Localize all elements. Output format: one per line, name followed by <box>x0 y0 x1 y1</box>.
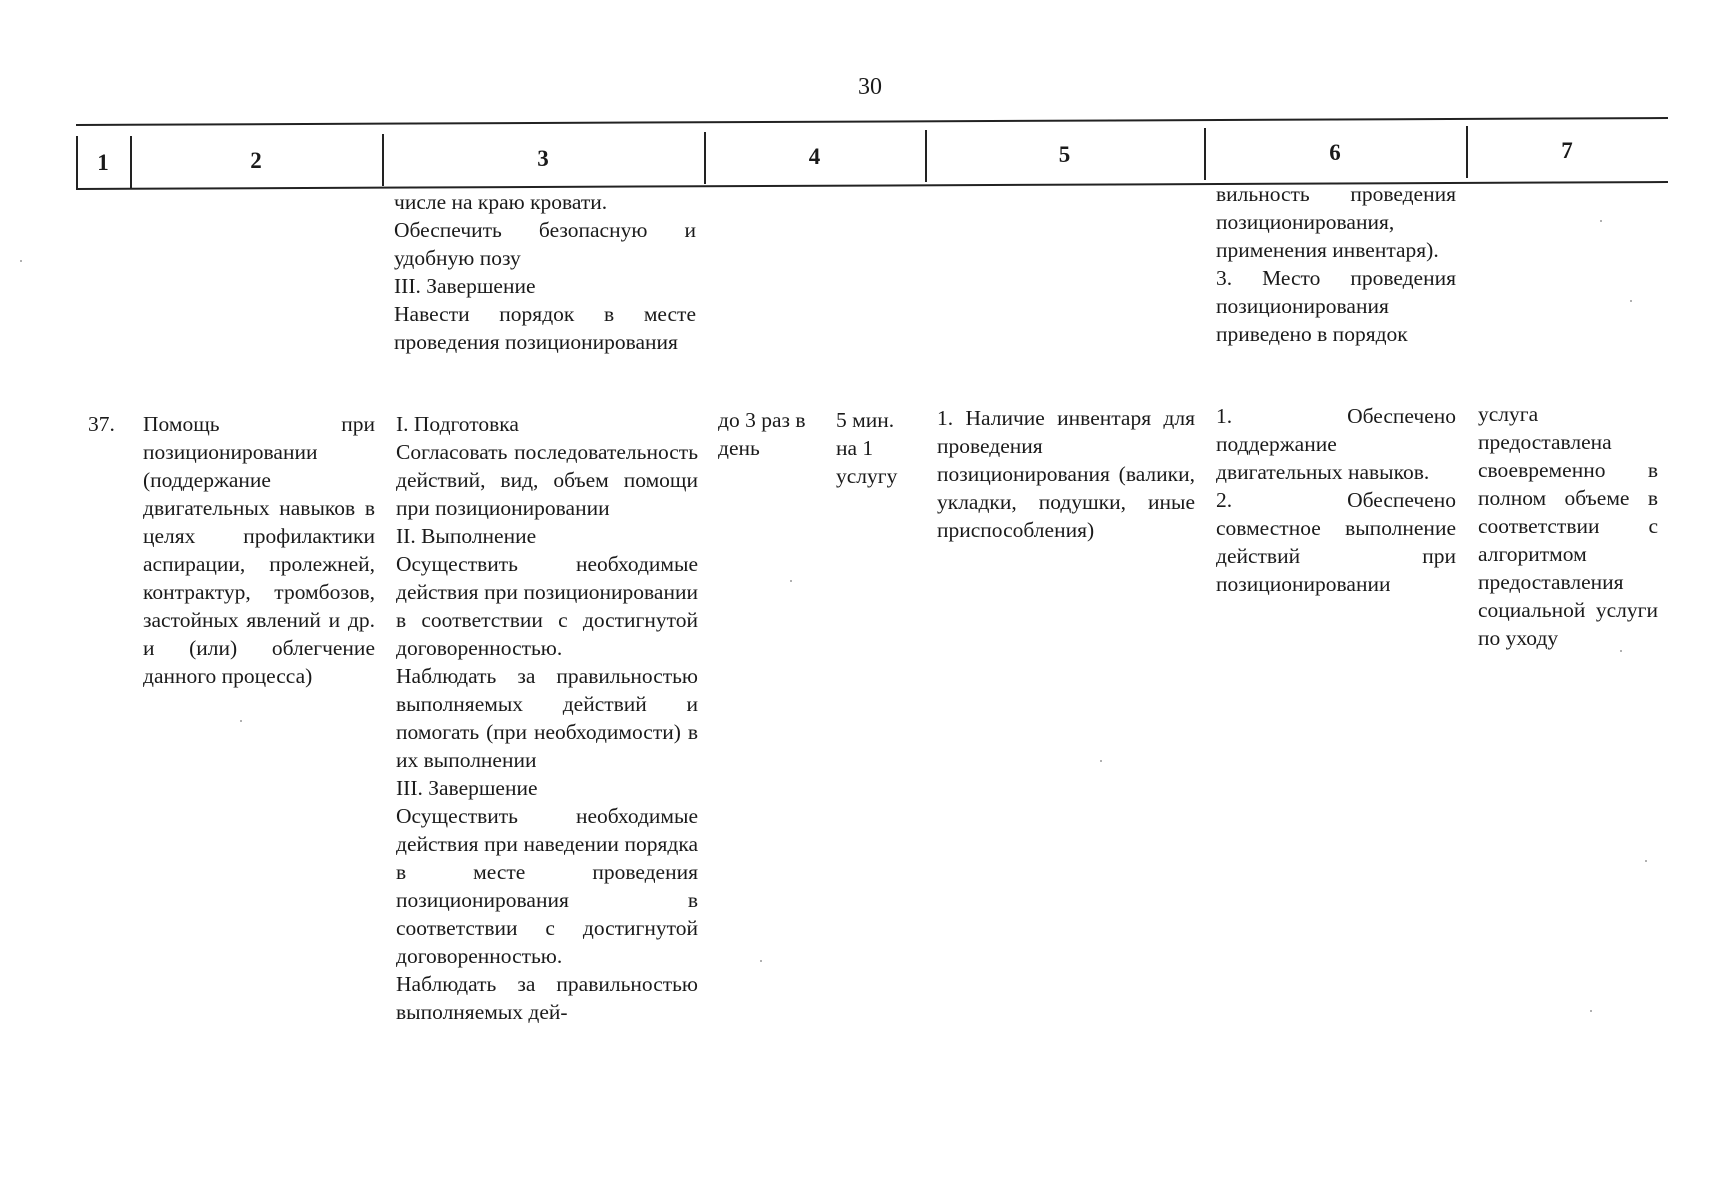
service-evaluation: услуга предоставлена своевременно в полном объеме в соответствии с алгоритмом предоставления социальной услуги по уходу <box>1478 402 1658 650</box>
column-header-5: 5 <box>1058 142 1071 167</box>
service-results: 1. Обеспечено поддержание двигательных навыков. 2. Обеспечено совместное выполнение действий при позиционировании <box>1216 404 1456 596</box>
header-top-line <box>76 117 1668 125</box>
service-conditions: 1. Наличие инвентаря для проведения позиционирования (валики, укладки, подушки, иные приспособления) <box>937 406 1195 542</box>
row-number: 37. <box>88 412 115 436</box>
service-duration: 5 мин. на 1 услугу <box>836 408 898 488</box>
column-header-4: 4 <box>808 144 821 169</box>
column-header-6: 6 <box>1329 140 1341 165</box>
column-header-2: 2 <box>250 148 262 173</box>
continuation-results: вильность проведения позиционирования, применения инвентаря). 3. Место проведения позиционирования приведено в порядок <box>1216 182 1456 346</box>
continuation-procedure: числе на краю кровати. Обеспечить безопасную и удобную позу III. Завершение Навести порядок в месте проведения позиционирования <box>394 190 696 354</box>
service-procedure: I. Подготовка Согласовать последовательность действий, вид, объем помощи при позиционировании II. Выполнение Осуществить необходимые действия при позиционировании в соответствии с достигнутой договоренностью. Наблюдать за правильностью выполняемых действий и помогать (при необходимости) в их выполнении III. Завершение Осуществить необходимые действия при наведении порядка в месте проведения позиционирования в соответствии с достигнутой договоренностью. Наблюдать за правильностью выполняемых дей- <box>396 412 698 1024</box>
column-header-3: 3 <box>537 146 549 171</box>
page-number: 30 <box>858 74 882 100</box>
column-header-1: 1 <box>97 150 109 175</box>
service-name: Помощь при позиционировании (поддержание двигательных навыков в целях профилактики аспирации, пролежней, контрактур, тромбозов, застойных явлений и др. и (или) облегчение данного процесса) <box>143 412 375 688</box>
service-frequency: до 3 раз в день <box>718 408 806 460</box>
column-header-7: 7 <box>1561 138 1573 163</box>
